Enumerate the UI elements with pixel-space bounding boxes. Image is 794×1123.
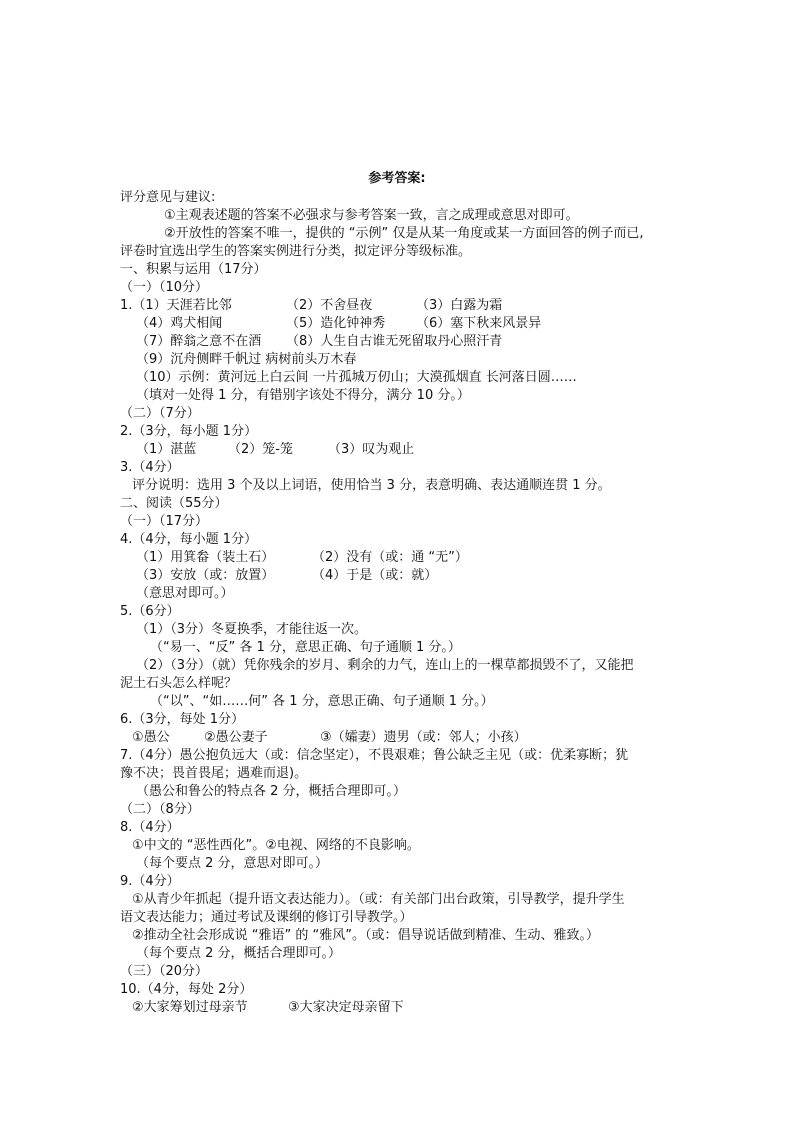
q7-answer: 7.（4分）愚公抱负远大（或：信念坚定），不畏艰难；鲁公缺乏主见（或：优柔寡断；犹 [120, 748, 629, 763]
q3-scoring-note: 评分说明：选用 3 个及以上词语，使用恰当 3 分，表意明确、表达通顺连贯 1 分。 [132, 478, 611, 493]
eval-point-1: ①主观表述题的答案不必强求与参考答案一致，言之成理或意思对即可。 [164, 208, 579, 223]
q1-row-1 [120, 297, 680, 315]
q9-heading: 9.（4分） [120, 874, 180, 889]
q10-answer-2: ③大家决定母亲留下 [288, 1000, 404, 1015]
q1-answer-9: （9）沉舟侧畔千帆过 病树前头万木春 [136, 352, 357, 367]
section-2-part-1: （一）（17分） [120, 514, 209, 529]
q4-answer-1: （1）用箕畚（装土石） [136, 550, 275, 565]
q6-answer-1: ①愚公 [132, 730, 170, 745]
q2-answer-2: （2）笼-笼 [228, 442, 293, 457]
q1-answer-7: （7）醉翁之意不在酒 [136, 334, 262, 349]
q4-heading: 4.（4分，每小题 1分） [120, 532, 258, 547]
eval-heading: 评分意见与建议: [120, 190, 216, 205]
q4-answer-4: （4）于是（或：就） [312, 568, 438, 583]
q6-answer-2: ②愚公妻子 [204, 730, 268, 745]
q7-answer-cont: 豫不决；畏首畏尾；遇难而退)。 [120, 766, 308, 781]
section-2-part-3: （三）（20分） [120, 964, 209, 979]
q5-answer-2-cont: 泥土石头怎么样呢？ [120, 676, 238, 691]
q8-heading: 8.（4分） [120, 820, 180, 835]
q9-answer-2: ②推动全社会形成说 “雅语” 的 “雅风”。（或：倡导说话做到精准、生动、雅致。） [132, 928, 599, 943]
q4-answer-2: （2）没有（或：通 “无”） [312, 550, 468, 565]
q10-answer-1: ②大家筹划过母亲节 [132, 1000, 248, 1015]
q1-answer-2: （2）不舍昼夜 [286, 298, 373, 313]
q5-answer-1: （1）（3分）冬夏换季，才能往返一次。 [136, 622, 368, 637]
q1-answer-8: （8）人生自古谁无死留取丹心照汗青 [286, 334, 503, 349]
q2-answer-1: （1）湛蓝 [136, 442, 197, 457]
q4-answer-3: （3）安放（或：放置） [136, 568, 275, 583]
q1-answer-4: （4）鸡犬相闻 [136, 316, 223, 331]
q2-answer-3: （3）叹为观止 [328, 442, 415, 457]
q5-note-2: （“以”、“如……何” 各 1 分，意思正确、句子通顺 1 分。） [150, 694, 494, 709]
q8-answer: ①中文的 “恶性西化”。②电视、网络的不良影响。 [132, 838, 420, 853]
page-title: 参考答案: [368, 171, 426, 186]
q2-heading: 2.（3分，每小题 1分） [120, 424, 258, 439]
q10-heading: 10.（4分，每处 2分） [120, 982, 253, 997]
section-2-heading: 二、阅读（55分） [120, 496, 228, 511]
section-2-part-2: （二）（8分） [120, 802, 200, 817]
q4-row-2 [136, 567, 696, 585]
q1-answer-1: 1.（1）天涯若比邻 [120, 298, 232, 313]
q1-answer-5: （5）造化钟神秀 [286, 316, 386, 331]
q6-heading: 6.（3分，每处 1分） [120, 712, 245, 727]
q9-answer-1: ①从青少年抓起（提升语文表达能力）。（或：有关部门出台政策，引导教学，提升学生 [132, 892, 625, 907]
q1-row-3 [136, 333, 696, 351]
section-1-heading: 一、积累与运用（17分） [120, 262, 267, 277]
eval-point-2: ②开放性的答案不唯一，提供的 “示例” 仅是从某一角度或某一方面回答的例子而已, [164, 226, 644, 241]
q5-note-1: （“易一、“反” 各 1 分，意思正确、句子通顺 1 分。） [150, 640, 461, 655]
q1-answer-3: （3）白露为霜 [416, 298, 503, 313]
q4-row-1 [136, 549, 696, 567]
q3-heading: 3.（4分） [120, 460, 180, 475]
eval-point-2-cont: 评卷时宜选出学生的答案实例进行分类，拟定评分等级标准。 [120, 244, 472, 259]
q6-row-1 [132, 729, 692, 747]
q4-scoring-note: （意思对即可。） [136, 586, 234, 601]
q1-scoring-note: （填对一处得 1 分，有错别字该处不得分，满分 10 分。） [136, 388, 470, 403]
q6-answer-3: ③（孀妻）遗男（或：邻人；小孩） [320, 730, 527, 745]
q2-row-1 [136, 441, 696, 459]
q7-scoring-note: （愚公和鲁公的特点各 2 分，概括合理即可。） [136, 784, 407, 799]
section-1-part-2: （二）（7分） [120, 406, 200, 421]
q9-answer-1-cont: 语文表达能力；通过考试及课纲的修订引导教学。） [120, 910, 413, 925]
q9-scoring-note: （每个要点 2 分，概括合理即可。） [136, 946, 342, 961]
q1-answer-10: （10）示例：黄河远上白云间 一片孤城万仞山；大漠孤烟直 长河落日圆…… [136, 370, 577, 385]
q8-scoring-note: （每个要点 2 分，意思对即可。） [136, 856, 329, 871]
q5-heading: 5.（6分） [120, 604, 180, 619]
section-1-part-1: （一）（10分） [120, 280, 209, 295]
q10-row-1 [132, 999, 692, 1017]
q1-row-2 [136, 315, 696, 333]
q1-answer-6: （6）塞下秋来风景异 [416, 316, 542, 331]
q5-answer-2: （2）（3分）（就）凭你残余的岁月、剩余的力气，连山上的一棵草都损毁不了，又能把 [136, 658, 634, 673]
